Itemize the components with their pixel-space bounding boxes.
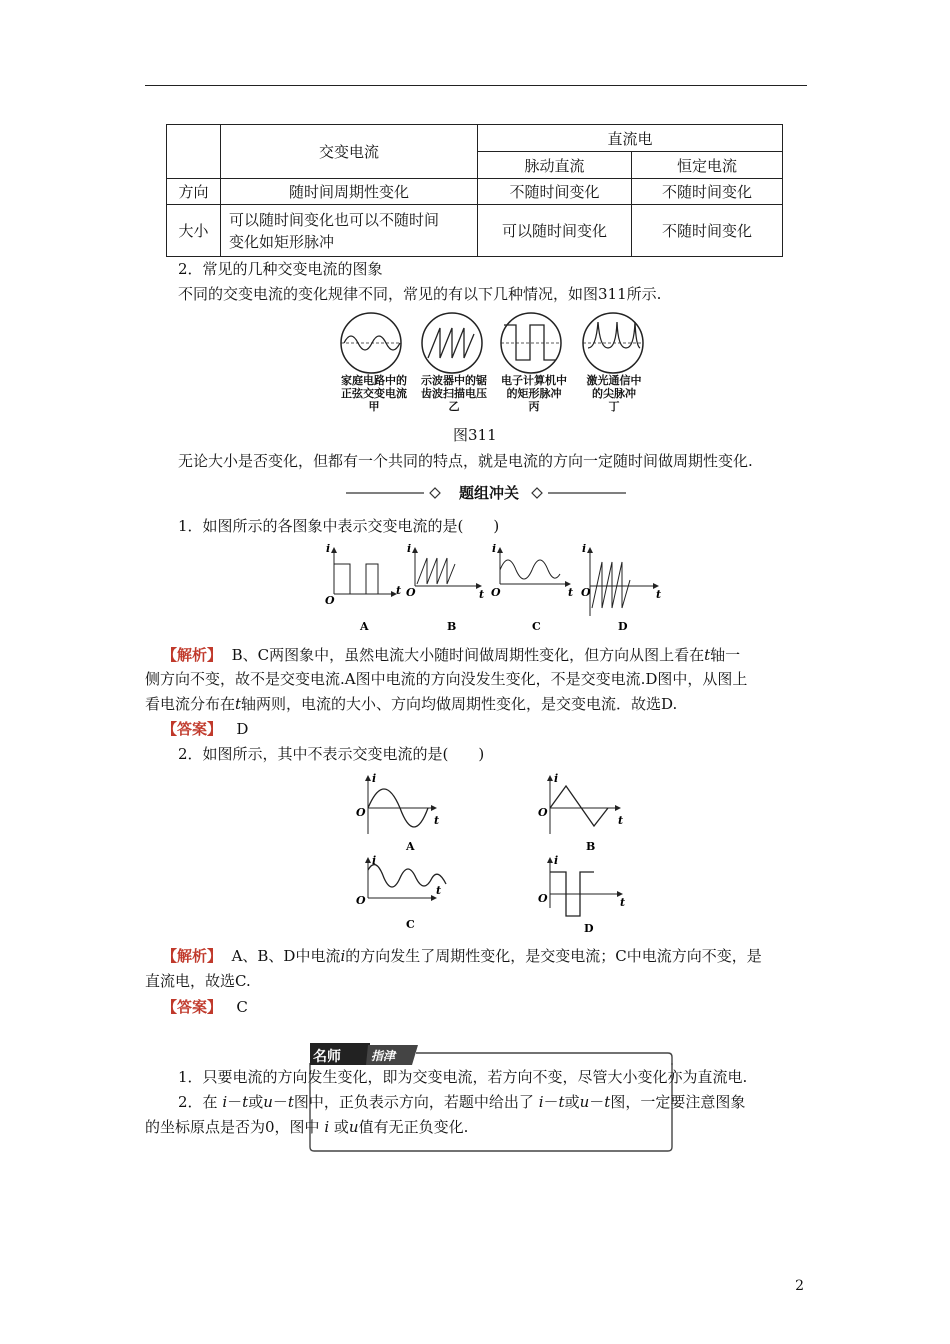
q2d-o: O	[538, 892, 548, 905]
q2-analysis-tag: 【解析】	[162, 947, 223, 965]
tip-i2: i	[538, 1093, 544, 1111]
q2-graph-b	[538, 772, 623, 853]
q1-answer-tag: 【答案】	[162, 720, 223, 738]
fig-spike-circle	[583, 313, 643, 373]
q2a-t: t	[434, 814, 440, 827]
q1-analysis-t2: t	[235, 695, 242, 713]
section2-intro: 不同的交变电流的变化规律不同，常见的有以下几种情况，如图311所示.	[178, 285, 662, 303]
q2d-t: t	[620, 896, 626, 909]
fig-sawtooth-circle	[422, 313, 482, 373]
fig-a-tag: 甲	[368, 400, 380, 413]
fig-c-cap1: 电子计算机中	[501, 374, 567, 387]
page-number: 2	[795, 1278, 804, 1294]
q2b-o: O	[538, 806, 548, 819]
row-magnitude-const: 不随时间变化	[632, 205, 783, 257]
q1-analysis-3b: 轴两则，电流的大小、方向均做周期性变化，是交变电流．故选D.	[241, 695, 678, 713]
q1-analysis-line3	[145, 693, 677, 714]
fig-b-cap1: 示波器中的锯	[421, 374, 487, 387]
q1d-t: t	[656, 588, 662, 601]
q1-graph-c	[491, 544, 573, 599]
q2-label-d: D	[584, 922, 594, 934]
q2-analysis-line1	[162, 945, 762, 966]
q1c-o: O	[491, 586, 501, 599]
header-ac: 交变电流	[221, 125, 478, 179]
q2-analysis-1a: A、B、D中电流	[231, 947, 341, 965]
tip-p3a: 的坐标原点是否为0，图中	[145, 1118, 320, 1136]
q1-analysis-tag: 【解析】	[162, 646, 223, 664]
fig-b-tag: 乙	[448, 400, 460, 413]
q2c-t: t	[436, 884, 442, 897]
q2c-o: O	[356, 894, 366, 907]
tip-p2b: 图中，正负表示方向，若题中给出了	[293, 1093, 534, 1111]
row-direction-const: 不随时间变化	[632, 179, 783, 205]
tip-i3: i	[324, 1118, 330, 1136]
fig-rect-circle	[501, 313, 561, 373]
q1-label-c: C	[532, 620, 541, 633]
header-rule	[145, 85, 807, 86]
q2-answer-line	[162, 996, 248, 1017]
q1-label-d: D	[618, 620, 628, 633]
row-magnitude-label: 大小	[167, 205, 221, 257]
tip-title-1: 名师	[313, 1049, 341, 1065]
tip-p2c: 图，一定要注意图象	[610, 1093, 746, 1111]
tip-u1: u	[263, 1093, 273, 1111]
q1-analysis-3a: 看电流分布在	[145, 695, 236, 713]
fig-caption-c	[494, 374, 574, 413]
q1-label-b: B	[447, 620, 457, 633]
q1-analysis-line2: 侧方向不变，故不是交变电流.A图中电流的方向没发生变化，不是交变电流.D图中，从图上	[145, 670, 748, 688]
q2-graphs	[350, 772, 640, 934]
header-const: 恒定电流	[632, 152, 783, 179]
tip-p2a: 2．在	[178, 1093, 218, 1111]
q2b-t: t	[618, 814, 624, 827]
comparison-table	[166, 124, 783, 257]
q2-analysis-i: i	[340, 947, 346, 965]
section2-heading: 2．常见的几种交变电流的图象	[178, 260, 383, 278]
row-magnitude-pulse: 可以随时间变化	[478, 205, 632, 257]
q1-answer: D	[236, 720, 249, 738]
fig-c-cap2: 的矩形脉冲	[506, 387, 562, 400]
q2c-i: i	[372, 854, 377, 867]
q2-graph-c	[356, 854, 446, 931]
tip-t2: t	[287, 1093, 294, 1111]
fig-b-cap2: 齿波扫描电压	[421, 387, 487, 400]
q1d-o: O	[581, 586, 591, 599]
tip-t4: t	[604, 1093, 611, 1111]
tip-p2: 2．在 i－t或u－t图中，正负表示方向，若题中给出了 i－t或u－t图，一定要注意图象	[178, 1093, 746, 1111]
q1b-o: O	[406, 586, 416, 599]
tip-p3b: 值有无正负变化.	[358, 1118, 469, 1136]
q1-analysis-1b: 轴一	[710, 646, 741, 664]
q2-label-a: A	[406, 840, 415, 853]
q2-label-b: B	[586, 840, 596, 853]
row-direction-ac: 随时间周期性变化	[221, 179, 478, 205]
tip-p3: 的坐标原点是否为0，图中 i 或u值有无正负变化.	[145, 1118, 469, 1136]
q1-answer-line	[162, 718, 248, 739]
fig-d-cap2: 的尖脉冲	[592, 387, 636, 400]
row-magnitude-ac-2: 变化如矩形脉冲	[229, 232, 335, 251]
q1a-o: O	[325, 594, 335, 607]
tip-u3: u	[348, 1118, 359, 1136]
fig-d-tag: 丁	[608, 400, 620, 413]
header-dc: 直流电	[478, 125, 783, 152]
fig-caption-b	[414, 374, 494, 413]
q1b-t: t	[479, 588, 485, 601]
q1-graph-a	[325, 544, 401, 607]
q2-analysis-line2: 直流电，故选C.	[145, 972, 251, 990]
fig-a-cap2: 正弦交变电流	[341, 387, 407, 400]
q2-graph-d	[538, 854, 625, 934]
q2-analysis-1b: 的方向发生了周期性变化，是交变电流；C中电流方向不变，是	[345, 947, 762, 965]
tip-u2: u	[579, 1093, 590, 1111]
q1-analysis-t1: t	[704, 646, 711, 664]
row-direction-pulse: 不随时间变化	[478, 179, 632, 205]
q1-graph-d	[581, 544, 661, 616]
fig-caption-d	[574, 374, 654, 413]
tip-i1: i	[222, 1093, 228, 1111]
fig-c-tag: 丙	[528, 400, 540, 413]
q2d-i: i	[554, 854, 559, 867]
tip-p1: 1．只要电流的方向发生变化，即为交变电流，若方向不变，尽管大小变化亦为直流电.	[178, 1068, 748, 1086]
q2a-o: O	[356, 806, 366, 819]
q2-graph-a	[356, 772, 439, 853]
q1d-i: i	[582, 544, 587, 555]
q1c-i: i	[492, 544, 497, 555]
tip-t1: t	[242, 1093, 249, 1111]
row-magnitude-ac-1: 可以随时间变化也可以不随时间	[229, 210, 440, 229]
row-direction-label: 方向	[167, 179, 221, 205]
q1-stem: 1．如图所示的各图象中表示交变电流的是( )	[178, 517, 500, 535]
q1-graphs	[320, 544, 665, 636]
q2-answer-tag: 【答案】	[162, 998, 223, 1016]
tip-title-2: 指津	[371, 1049, 396, 1063]
fig-d-cap1: 激光通信中	[586, 374, 642, 387]
q1c-t: t	[568, 586, 574, 599]
q2-label-c: C	[406, 918, 415, 931]
fig-caption-a	[334, 374, 414, 413]
q2-stem: 2．如图所示，其中不表示交变电流的是( )	[178, 745, 485, 763]
q1a-i: i	[326, 544, 331, 555]
fig-a-cap1: 家庭电路中的	[341, 374, 407, 387]
fig-sine-circle	[341, 313, 401, 373]
tip-t3: t	[558, 1093, 565, 1111]
q1-label-a: A	[360, 620, 369, 633]
q1-analysis-line1	[162, 644, 740, 665]
header-pulse: 脉动直流	[478, 152, 632, 179]
q2b-i: i	[554, 772, 559, 785]
q1-analysis-1: B、C两图象中，虽然电流大小随时间做周期性变化，但方向从图上看在	[231, 646, 705, 664]
banner-title: 题组冲关	[458, 484, 519, 502]
section2-conclusion: 无论大小是否变化，但都有一个共同的特点，就是电流的方向一定随时间做周期性变化.	[178, 452, 753, 470]
q2-answer: C	[236, 998, 248, 1016]
figure-311-caption: 图311	[453, 426, 497, 444]
q2a-i: i	[372, 772, 377, 785]
q1-graph-b	[406, 544, 484, 601]
q1b-i: i	[407, 544, 412, 555]
q1a-t: t	[396, 584, 402, 597]
